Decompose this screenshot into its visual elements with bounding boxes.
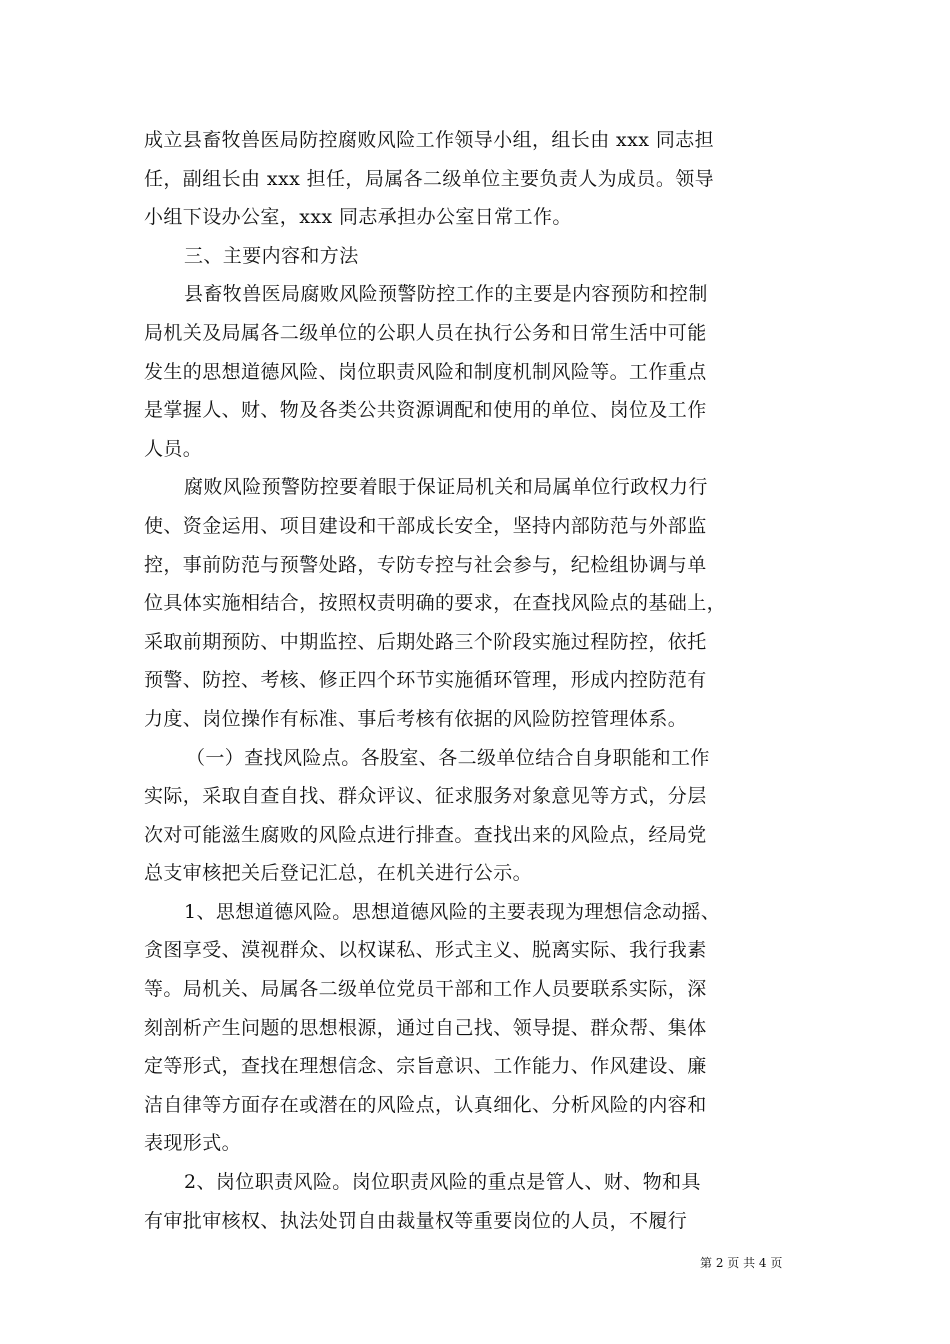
text-line: 总支审核把关后登记汇总，在机关进行公示。: [144, 862, 533, 885]
text-line: 次对可能滋生腐败的风险点进行排查。查找出来的风险点，经局党: [144, 823, 707, 846]
text-line: 1、思想道德风险。思想道德风险的主要表现为理想信念动摇、: [184, 900, 721, 923]
text-line: 使、资金运用、项目建设和干部成长安全，坚持内部防范与外部监: [144, 514, 707, 537]
text-line: 局机关及局属各二级单位的公职人员在执行公务和日常生活中可能: [144, 321, 707, 344]
text-line: 有审批审核权、执法处罚自由裁量权等重要岗位的人员，不履行: [144, 1209, 688, 1232]
text-line: （一）查找风险点。各股室、各二级单位结合自身职能和工作: [186, 746, 710, 769]
text-line: 力度、岗位操作有标准、事后考核有依据的风险防控管理体系。: [144, 707, 688, 730]
page-number: 第 2 页 共 4 页: [700, 1256, 783, 1270]
paragraph-main-content: [144, 275, 808, 468]
paragraph-leadership-group: [144, 121, 808, 237]
paragraph-post-duty-risk: [144, 1163, 808, 1240]
document-body: [144, 121, 808, 1240]
text-line: 等。局机关、局属各二级单位党员干部和工作人员要联系实际，深: [144, 978, 707, 1001]
text-line: 表现形式。: [144, 1132, 242, 1155]
text-line: 贪图享受、漠视群众、以权谋私、形式主义、脱离实际、我行我素: [144, 939, 707, 962]
text-line: 任，副组长由 xxx 担任，局属各二级单位主要负责人为成员。领导: [144, 167, 715, 190]
text-line: 实际，采取自查自找、群众评议、征求服务对象意见等方式，分层: [144, 785, 707, 808]
text-line: 腐败风险预警防控要着眼于保证局机关和局属单位行政权力行: [184, 476, 708, 499]
text-line: 控，事前防范与预警处路，专防专控与社会参与，纪检组协调与单: [144, 553, 707, 576]
text-line: 2、岗位职责风险。岗位职责风险的重点是管人、财、物和具: [184, 1171, 701, 1194]
text-line: 洁自律等方面存在或潜在的风险点，认真细化、分析风险的内容和: [144, 1093, 707, 1116]
text-line: 位具体实施相结合，按照权责明确的要求，在查找风险点的基础上，: [144, 592, 727, 615]
text-line: 县畜牧兽医局腐败风险预警防控工作的主要是内容预防和控制: [184, 283, 708, 306]
paragraph-moral-risk: [144, 893, 808, 1163]
text-line: 定等形式，查找在理想信念、宗旨意识、工作能力、作风建设、廉: [144, 1055, 707, 1078]
text-line: 人员。: [144, 437, 203, 460]
paragraph-find-risk-points: [144, 739, 808, 893]
text-line: 预警、防控、考核、修正四个环节实施循环管理，形成内控防范有: [144, 669, 707, 692]
text-line: 发生的思想道德风险、岗位职责风险和制度机制风险等。工作重点: [144, 360, 707, 383]
paragraph-risk-prevention: [144, 468, 808, 738]
text-line: 成立县畜牧兽医局防控腐败风险工作领导小组，组长由 xxx 同志担: [144, 129, 715, 151]
text-line: 刻剖析产生问题的思想根源，通过自己找、领导提、群众帮、集体: [144, 1016, 707, 1039]
heading-text: 三、主要内容和方法: [184, 244, 359, 267]
section-heading: [144, 237, 808, 276]
text-line: 采取前期预防、中期监控、后期处路三个阶段实施过程防控，依托: [144, 630, 707, 653]
text-line: 小组下设办公室，xxx 同志承担办公室日常工作。: [144, 206, 572, 229]
text-line: 是掌握人、财、物及各类公共资源调配和使用的单位、岗位及工作: [144, 399, 707, 422]
